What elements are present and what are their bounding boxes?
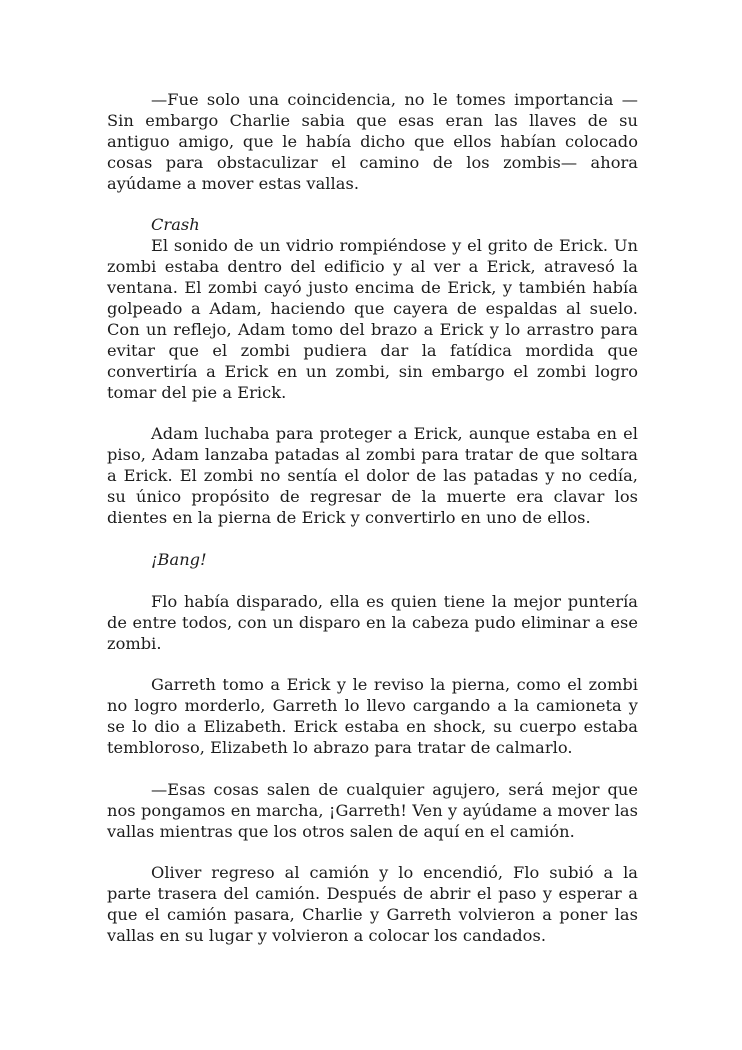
sound-effect-bang: ¡Bang!: [151, 549, 207, 569]
paragraph-garreth-checks: Garreth tomo a Erick y le reviso la pierna, como el zombi no logro morderlo, Garreth lo llevo cargando a la camioneta y se lo dio a Elizabeth. Erick estaba en shock, su cuerpo estaba tembloroso, Elizabeth lo abrazo para tratar de calmarlo.: [107, 675, 638, 758]
body-text: [107, 90, 638, 968]
paragraph-oliver-truck: Oliver regreso al camión y lo encendió, Flo subió a la parte trasera del camión. Después de abrir el paso y esperar a que el camión pasara, Charlie y Garreth volvieron a poner las vallas en su lugar y volvieron a colocar los candados.: [107, 863, 638, 946]
sound-effect-crash: Crash: [151, 215, 200, 235]
paragraph-dialogue-coincidence: —Fue solo una coincidencia, no le tomes importancia — Sin embargo Charlie sabia que esas eran las llaves de su antiguo amigo, que le había dicho que ellos habían colocado cosas para obstaculizar el camino de los zombis— ahora ayúdame a mover estas vallas.: [107, 90, 638, 193]
paragraph-zombie-window: El sonido de un vidrio rompiéndose y el grito de Erick. Un zombi estaba dentro del edificio y al ver a Erick, atravesó la ventana. El zombi cayó justo encima de Erick, y también había golpeado a Adam, haciendo que cayera de espaldas al suelo. Con un reflejo, Adam tomo del brazo a Erick y lo arrastro para evitar que el zombi pudiera dar la fatídica mordida que convertiría a Erick en un zombi, sin embargo el zombi logro tomar del pie a Erick.: [107, 236, 638, 402]
paragraph-flo-shot: Flo había disparado, ella es quien tiene la mejor puntería de entre todos, con un disparo en la cabeza pudo eliminar a ese zombi.: [107, 591, 638, 653]
paragraph-adam-fights: Adam luchaba para proteger a Erick, aunque estaba en el piso, Adam lanzaba patadas al zombi para tratar de que soltara a Erick. El zombi no sentía el dolor de las patadas y no cedía, su único propósito de regresar de la muerte era clavar los dientes en la pierna de Erick y convertirlo en uno de ellos.: [107, 424, 638, 528]
paragraph-dialogue-move-out: —Esas cosas salen de cualquier agujero, será mejor que nos pongamos en marcha, ¡Garreth! Ven y ayúdame a mover las vallas mientras que los otros salen de aquí en el camión.: [107, 779, 638, 841]
